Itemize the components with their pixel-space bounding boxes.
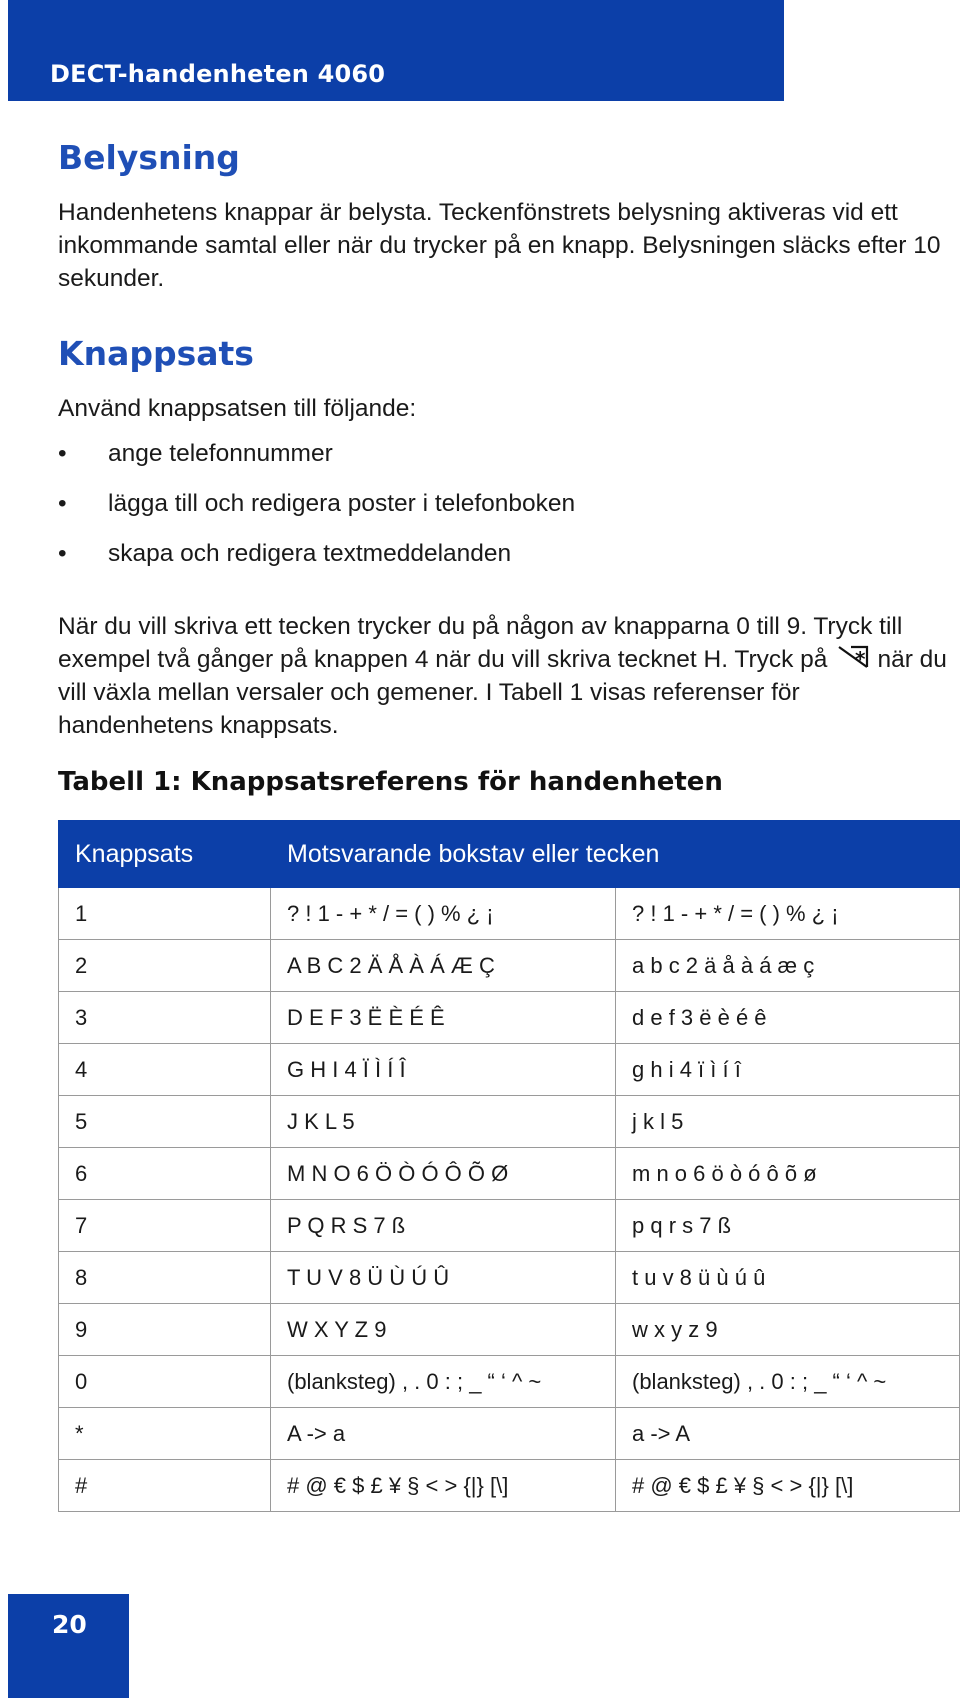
key-cell: # — [59, 1460, 271, 1512]
lowercase-chars-cell: w x y z 9 — [616, 1304, 960, 1356]
table-row — [59, 1252, 960, 1304]
table-row — [59, 1200, 960, 1252]
column-header-characters: Motsvarande bokstav eller tecken — [271, 821, 960, 888]
table-row — [59, 992, 960, 1044]
column-header-knappsats: Knappsats — [59, 821, 271, 888]
lowercase-chars-cell: g h i 4 ï ì í î — [616, 1044, 960, 1096]
star-key-icon — [837, 644, 871, 670]
bullet-text: ange telefonnummer — [108, 440, 333, 467]
knappsats-intro: Använd knappsatsen till följande: — [58, 395, 417, 422]
lowercase-chars-cell: j k l 5 — [616, 1096, 960, 1148]
lowercase-chars-cell: # @ € $ £ ¥ § < > {|} [\] — [616, 1460, 960, 1512]
key-cell: 7 — [59, 1200, 271, 1252]
page-number: 20 — [52, 1610, 87, 1639]
uppercase-chars-cell: T U V 8 Ü Ù Ú Û — [271, 1252, 616, 1304]
table-row — [59, 1408, 960, 1460]
knappsats-instructions — [58, 610, 948, 742]
uppercase-chars-cell: ? ! 1 - + * / = ( ) % ¿ ¡ — [271, 888, 616, 940]
key-cell: 5 — [59, 1096, 271, 1148]
section-heading-knappsats: Knappsats — [58, 334, 254, 373]
uppercase-chars-cell: W X Y Z 9 — [271, 1304, 616, 1356]
lowercase-chars-cell: t u v 8 ü ù ú û — [616, 1252, 960, 1304]
table-row — [59, 1148, 960, 1200]
table-row — [59, 1096, 960, 1148]
table-row — [59, 940, 960, 992]
bullet-marker: • — [58, 490, 67, 517]
lowercase-chars-cell: a b c 2 ä å à á æ ç — [616, 940, 960, 992]
instructions-part-2: när du vill växla mellan versaler och gemener. I Tabell 1 visas referenser för handenhetens knappsats. — [58, 646, 947, 739]
lowercase-chars-cell: ? ! 1 - + * / = ( ) % ¿ ¡ — [616, 888, 960, 940]
bullet-text: skapa och redigera textmeddelanden — [108, 540, 512, 567]
uppercase-chars-cell: M N O 6 Ö Ò Ó Ô Õ Ø — [271, 1148, 616, 1200]
key-cell: * — [59, 1408, 271, 1460]
lowercase-chars-cell: p q r s 7 ß — [616, 1200, 960, 1252]
uppercase-chars-cell: # @ € $ £ ¥ § < > {|} [\] — [271, 1460, 616, 1512]
table-header-row — [59, 821, 960, 888]
table-row — [59, 1460, 960, 1512]
page-header-title: DECT-handenheten 4060 — [50, 60, 386, 88]
uppercase-chars-cell: P Q R S 7 ß — [271, 1200, 616, 1252]
key-cell: 2 — [59, 940, 271, 992]
key-cell: 9 — [59, 1304, 271, 1356]
svg-text:*: * — [855, 647, 866, 670]
key-cell: 4 — [59, 1044, 271, 1096]
key-cell: 8 — [59, 1252, 271, 1304]
section-heading-belysning: Belysning — [58, 138, 240, 177]
uppercase-chars-cell: D E F 3 Ë È É Ê — [271, 992, 616, 1044]
table-row — [59, 1304, 960, 1356]
bullet-marker: • — [58, 540, 67, 567]
key-cell: 0 — [59, 1356, 271, 1408]
uppercase-chars-cell: J K L 5 — [271, 1096, 616, 1148]
uppercase-chars-cell: G H I 4 Ï Ì Í Î — [271, 1044, 616, 1096]
lowercase-chars-cell: d e f 3 ë è é ê — [616, 992, 960, 1044]
key-cell: 1 — [59, 888, 271, 940]
lowercase-chars-cell: (blanksteg) , . 0 : ; _ “ ‘ ^ ~ — [616, 1356, 960, 1408]
bullet-marker: • — [58, 440, 67, 467]
table-caption: Tabell 1: Knappsatsreferens för handenheten — [58, 767, 723, 797]
instructions-part-1: När du vill skriva ett tecken trycker du på någon av knapparna 0 till 9. Tryck till exempel två gånger på knappen 4 när du vill skriva tecknet H. Tryck på — [58, 613, 903, 673]
bullet-text: lägga till och redigera poster i telefonboken — [108, 490, 576, 517]
belysning-paragraph: Handenhetens knappar är belysta. Teckenfönstrets belysning aktiveras vid ett inkommande samtal eller när du trycker på en knapp. Belysningen släcks efter 10 sekunder. — [58, 199, 941, 292]
key-cell: 6 — [59, 1148, 271, 1200]
table-row — [59, 1044, 960, 1096]
uppercase-chars-cell: A B C 2 Ä Å À Á Æ Ç — [271, 940, 616, 992]
table-row — [59, 1356, 960, 1408]
uppercase-chars-cell: (blanksteg) , . 0 : ; _ “ ‘ ^ ~ — [271, 1356, 616, 1408]
uppercase-chars-cell: A -> a — [271, 1408, 616, 1460]
keypad-reference-table — [58, 820, 960, 1512]
lowercase-chars-cell: a -> A — [616, 1408, 960, 1460]
lowercase-chars-cell: m n o 6 ö ò ó ô õ ø — [616, 1148, 960, 1200]
key-cell: 3 — [59, 992, 271, 1044]
table-row — [59, 888, 960, 940]
